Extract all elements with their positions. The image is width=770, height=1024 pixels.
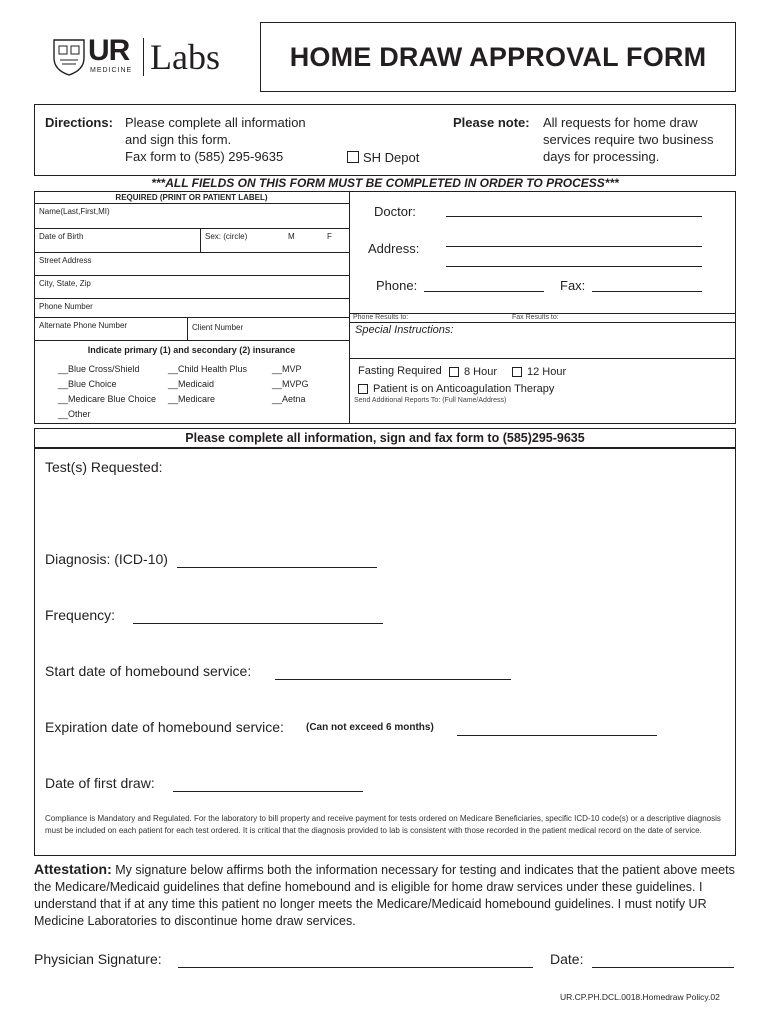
insurance-aetna[interactable]: __Aetna: [272, 394, 306, 404]
note-label: Please note:: [453, 115, 530, 130]
insurance-other[interactable]: __Other: [58, 409, 91, 419]
frequency-input[interactable]: [133, 623, 383, 624]
rule: [34, 298, 349, 299]
directions-line2: and sign this form.: [125, 132, 232, 147]
doctor-label: Doctor:: [374, 204, 416, 219]
compliance-text: Compliance is Mandatory and Regulated. For the laboratory to bill property and receive payment for tests ordered on Medicare Beneficiaries, specific ICD-10 code(s) or a descriptive diagnosis must be included on each patient for each test ordered. It is critical that the diagnosis provided to lab is consistent with those recorded in the patient medical record on the date of service.: [45, 814, 721, 835]
date-input[interactable]: [592, 967, 734, 968]
complete-banner: Please complete all information, sign and fax form to (585)295-9635: [185, 431, 585, 445]
fax-results-label[interactable]: Fax Results to:: [512, 314, 559, 321]
client-number-field[interactable]: Client Number: [192, 323, 244, 332]
complete-banner-box: [34, 428, 736, 448]
insurance-medicare[interactable]: __Medicare: [168, 394, 216, 404]
expiration-input[interactable]: [457, 735, 657, 736]
required-banner: ***ALL FIELDS ON THIS FORM MUST BE COMPLETED IN ORDER TO PROCESS***: [151, 176, 619, 190]
rule: [349, 322, 736, 323]
insurance-mvp[interactable]: __MVP: [272, 364, 302, 374]
anticoagulation-checkbox[interactable]: [358, 384, 368, 394]
doctor-phone-input[interactable]: [424, 291, 544, 292]
insurance-blue-cross[interactable]: __Blue Cross/Shield: [58, 364, 140, 374]
directions-line3: Fax form to (585) 295-9635: [125, 149, 284, 164]
insurance-child-health-plus[interactable]: __Child Health Plus: [168, 364, 248, 374]
form-title: HOME DRAW APPROVAL FORM: [289, 41, 707, 72]
rule: [34, 228, 349, 229]
expiration-note: (Can not exceed 6 months): [306, 722, 434, 733]
doctor-input[interactable]: [446, 216, 702, 217]
fax-label: Fax:: [560, 278, 586, 293]
diagnosis-label: Diagnosis: (ICD-10): [45, 551, 168, 567]
additional-reports-label[interactable]: Send Additional Reports To: (Full Name/Address): [354, 397, 507, 404]
insurance-blue-choice[interactable]: __Blue Choice: [58, 379, 117, 389]
attestation-label: Attestation:: [34, 861, 112, 877]
attestation-text: My signature below affirms both the information necessary for testing and indicates that the patient above meets the Medicare/Medicaid guidelines that define homebound and is eligible for home draw services under these guidelines. I understand that if at any time this patient no longer meets the Medicare/Medicaid homebound guidelines. I must notify UR Medicine Laboratories to discontinue home draw services.: [34, 863, 735, 928]
directions-label: Directions:: [45, 115, 113, 130]
fasting-8-hour-label: 8 Hour: [464, 366, 498, 378]
doctor-fax-input[interactable]: [592, 291, 702, 292]
note-line2: services require two business: [543, 132, 714, 147]
sex-m[interactable]: M: [288, 232, 295, 241]
patient-header: REQUIRED (PRINT OR PATIENT LABEL): [115, 193, 268, 202]
logo-medicine: MEDICINE: [90, 67, 133, 74]
footer-code: UR.CP.PH.DCL.0018.Homedraw Policy.02: [560, 992, 720, 1002]
date-label: Date:: [550, 951, 584, 967]
expiration-label: Expiration date of homebound service:: [45, 719, 284, 735]
directions-box: [34, 104, 736, 176]
first-draw-label: Date of first draw:: [45, 775, 155, 791]
logo: [52, 36, 242, 80]
fasting-12-hour-label: 12 Hour: [527, 366, 567, 378]
name-field[interactable]: Name(Last,First,MI): [39, 207, 110, 216]
street-field[interactable]: Street Address: [39, 256, 92, 265]
start-date-label: Start date of homebound service:: [45, 663, 252, 679]
rule: [200, 228, 201, 252]
address-label: Address:: [368, 241, 420, 256]
rule: [34, 317, 349, 318]
insurance-medicaid[interactable]: __Medicaid: [168, 379, 215, 389]
tests-box: [34, 448, 736, 856]
university-seal-icon: [52, 38, 86, 76]
note-line3: days for processing.: [543, 149, 660, 164]
insurance-mvpg[interactable]: __MVPG: [272, 379, 309, 389]
patient-header-rule: [34, 203, 349, 204]
sex-f[interactable]: F: [327, 232, 332, 241]
anticoagulation-label: Patient is on Anticoagulation Therapy: [373, 383, 555, 395]
rule: [187, 317, 188, 340]
phone-label: Phone:: [376, 278, 418, 293]
rule: [349, 358, 736, 359]
special-instructions-label[interactable]: Special Instructions:: [355, 324, 454, 336]
note-line1: All requests for home draw: [543, 115, 698, 130]
dob-field[interactable]: Date of Birth: [39, 232, 84, 241]
rule: [34, 252, 349, 253]
first-draw-input[interactable]: [173, 791, 363, 792]
fasting-8-hour-checkbox[interactable]: [449, 367, 459, 377]
column-divider: [349, 191, 350, 424]
sh-depot-label: SH Depot: [363, 150, 420, 165]
phone-field[interactable]: Phone Number: [39, 302, 93, 311]
address-input-1[interactable]: [446, 246, 702, 247]
directions-line1: Please complete all information: [125, 115, 306, 130]
logo-ur: UR: [88, 34, 130, 67]
address-input-2[interactable]: [446, 266, 702, 267]
attestation-block: [34, 861, 744, 930]
alt-phone-field[interactable]: Alternate Phone Number: [39, 321, 128, 330]
logo-divider: [143, 38, 144, 76]
tests-requested-label[interactable]: Test(s) Requested:: [45, 459, 163, 475]
sh-depot-checkbox[interactable]: [347, 151, 359, 163]
phone-results-label[interactable]: Phone Results to:: [353, 314, 409, 321]
insurance-medicare-blue-choice[interactable]: __Medicare Blue Choice: [58, 394, 157, 404]
rule: [34, 340, 349, 341]
insurance-header: Indicate primary (1) and secondary (2) insurance: [87, 345, 296, 355]
fasting-12-hour-checkbox[interactable]: [512, 367, 522, 377]
city-field[interactable]: City, State, Zip: [39, 279, 91, 288]
start-date-input[interactable]: [275, 679, 511, 680]
sex-label: Sex: (circle): [205, 232, 248, 241]
physician-signature-label: Physician Signature:: [34, 951, 162, 967]
rule: [34, 275, 349, 276]
frequency-label: Frequency:: [45, 607, 116, 623]
logo-labs: Labs: [150, 37, 220, 77]
form-title-box: [260, 22, 736, 92]
fasting-label: Fasting Required: [358, 365, 442, 377]
physician-signature-input[interactable]: [178, 967, 533, 968]
diagnosis-input[interactable]: [177, 567, 377, 568]
